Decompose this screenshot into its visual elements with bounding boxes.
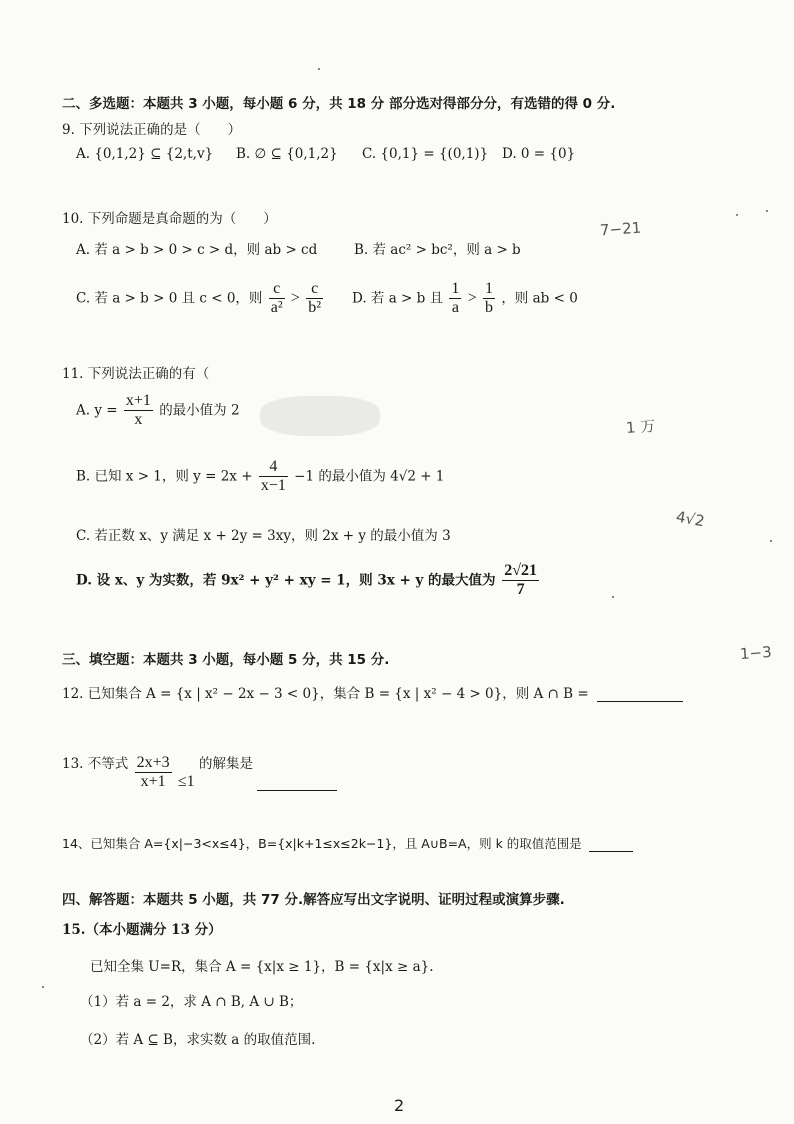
q11-d-num: 2√21 bbox=[502, 562, 539, 581]
q10-option-b: B. 若 ac² > bc²，则 a > b bbox=[354, 242, 521, 258]
q10-c-den2: b² bbox=[308, 299, 322, 317]
q11-stem: 11. 下列说法正确的有（ bbox=[62, 366, 210, 382]
q10-d-prefix: D. 若 a > b 且 bbox=[352, 290, 444, 307]
q10-d-num1: 1 bbox=[449, 280, 461, 299]
q11-a-prefix: A. y = bbox=[76, 402, 118, 419]
q11-a-num: x+1 bbox=[124, 392, 153, 411]
q12-answer-blank[interactable] bbox=[597, 687, 683, 702]
page-number: 2 bbox=[394, 1096, 405, 1115]
q10-c-prefix: C. 若 a > b > 0 且 c < 0，则 bbox=[76, 290, 263, 307]
speck bbox=[770, 540, 772, 542]
q10-d-fraction-1 bbox=[449, 280, 461, 318]
q9-stem: 9. 下列说法正确的是（ ） bbox=[62, 122, 242, 138]
q10-option-a: A. 若 a > b > 0 > c > d，则 ab > cd bbox=[76, 242, 318, 258]
q12 bbox=[62, 682, 683, 702]
handwriting-note-4: 1−3 bbox=[739, 642, 773, 664]
q15-part-2: （2）若 A ⊆ B，求实数 a 的取值范围. bbox=[80, 1032, 316, 1048]
q10-c-num1: c bbox=[269, 280, 285, 299]
q10-d-den2: b bbox=[485, 299, 494, 317]
q13-fraction bbox=[135, 754, 172, 792]
section-4-header: 四、解答题：本题共 5 小题，共 77 分.解答应写出文字说明、证明过程或演算步骤. bbox=[62, 892, 565, 908]
q11-a-den: x bbox=[134, 411, 143, 429]
q11-b-num: 4 bbox=[259, 458, 288, 477]
q13-relation: ≤1 bbox=[177, 773, 195, 790]
q9-option-d: D. 0 = {0} bbox=[502, 146, 576, 162]
q13-num: 2x+3 bbox=[135, 754, 172, 773]
q10-d-relation: > bbox=[467, 289, 477, 307]
q11-d-den: 7 bbox=[516, 581, 525, 599]
speck bbox=[318, 68, 320, 70]
speck bbox=[736, 214, 738, 216]
q13-suffix: 的解集是 bbox=[198, 756, 253, 772]
q13 bbox=[62, 752, 337, 791]
speck bbox=[612, 596, 614, 598]
q11-option-b bbox=[76, 458, 444, 496]
q10-d-num2: 1 bbox=[483, 280, 495, 299]
q10-option-c bbox=[76, 280, 325, 318]
q14-answer-blank[interactable] bbox=[589, 837, 633, 852]
q10-option-d bbox=[352, 280, 578, 318]
q11-option-a bbox=[76, 392, 240, 430]
q10-c-num2: c bbox=[306, 280, 323, 299]
speck bbox=[766, 210, 768, 212]
q11-a-suffix: 的最小值为 2 bbox=[159, 402, 240, 419]
q14-text: 14、已知集合 A={x|−3<x≤4}，B={x|k+1≤x≤2k−1}，且 A∪B=A，则 k 的取值范围是 bbox=[62, 836, 582, 851]
speck bbox=[42, 986, 44, 988]
q11-a-fraction bbox=[124, 392, 153, 430]
section-2-header: 二、多选题：本题共 3 小题，每小题 6 分，共 18 分 部分选对得部分分，有选错的得 0 分. bbox=[62, 96, 616, 112]
q12-text: 12. 已知集合 A = {x | x² − 2x − 3 < 0}，集合 B = {x | x² − 4 > 0}，则 A ∩ B = bbox=[62, 686, 589, 702]
q11-d-prefix: D. 设 x、y 为实数，若 9x² + y² + xy = 1，则 3x + y 的最大值为 bbox=[76, 572, 496, 589]
q11-option-c: C. 若正数 x、y 满足 x + 2y = 3xy，则 2x + y 的最小值为 3 bbox=[76, 528, 451, 544]
q10-c-relation: > bbox=[290, 289, 300, 307]
eraser-smudge bbox=[260, 396, 380, 436]
q11-b-den: x−1 bbox=[260, 477, 286, 495]
q11-b-prefix: B. 已知 x > 1，则 y = 2x + bbox=[76, 468, 253, 485]
q15-title: 15.（本小题满分 13 分） bbox=[62, 922, 222, 938]
q10-c-fraction-2 bbox=[306, 280, 323, 318]
q10-d-suffix: ，则 ab < 0 bbox=[501, 290, 578, 307]
handwriting-note-1: 7−21 bbox=[599, 218, 642, 240]
q13-prefix: 13. 不等式 bbox=[62, 756, 129, 772]
handwriting-note-3: 4√2 bbox=[674, 507, 707, 531]
q11-b-suffix: −1 的最小值为 4√2 + 1 bbox=[294, 468, 445, 485]
q9-option-c: C. {0,1} = {(0,1)} bbox=[362, 146, 489, 162]
q10-d-fraction-2 bbox=[483, 280, 495, 318]
q9-option-b: B. ∅ ⊆ {0,1,2} bbox=[236, 146, 338, 162]
q11-b-fraction bbox=[259, 458, 288, 496]
q15-part-1: （1）若 a = 2，求 A ∩ B, A ∪ B； bbox=[80, 994, 303, 1010]
q15-given: 已知全集 U=R，集合 A = {x|x ≥ 1}，B = {x|x ≥ a}. bbox=[90, 959, 434, 975]
q9-option-a: A. {0,1,2} ⊆ {2,t,v} bbox=[76, 146, 214, 162]
q13-answer-blank[interactable] bbox=[257, 776, 337, 791]
handwriting-note-2: 1 万 bbox=[625, 416, 656, 437]
q10-d-den1: a bbox=[451, 299, 459, 317]
q10-c-den1: a² bbox=[270, 299, 283, 317]
section-3-header: 三、填空题：本题共 3 小题，每小题 5 分，共 15 分. bbox=[62, 652, 390, 668]
q13-den: x+1 bbox=[140, 773, 166, 790]
q10-c-fraction-1 bbox=[269, 280, 285, 318]
q10-stem: 10. 下列命题是真命题的为（ ） bbox=[62, 211, 277, 227]
q14 bbox=[62, 834, 633, 852]
q11-option-d bbox=[76, 562, 541, 600]
q11-d-fraction bbox=[502, 562, 539, 600]
